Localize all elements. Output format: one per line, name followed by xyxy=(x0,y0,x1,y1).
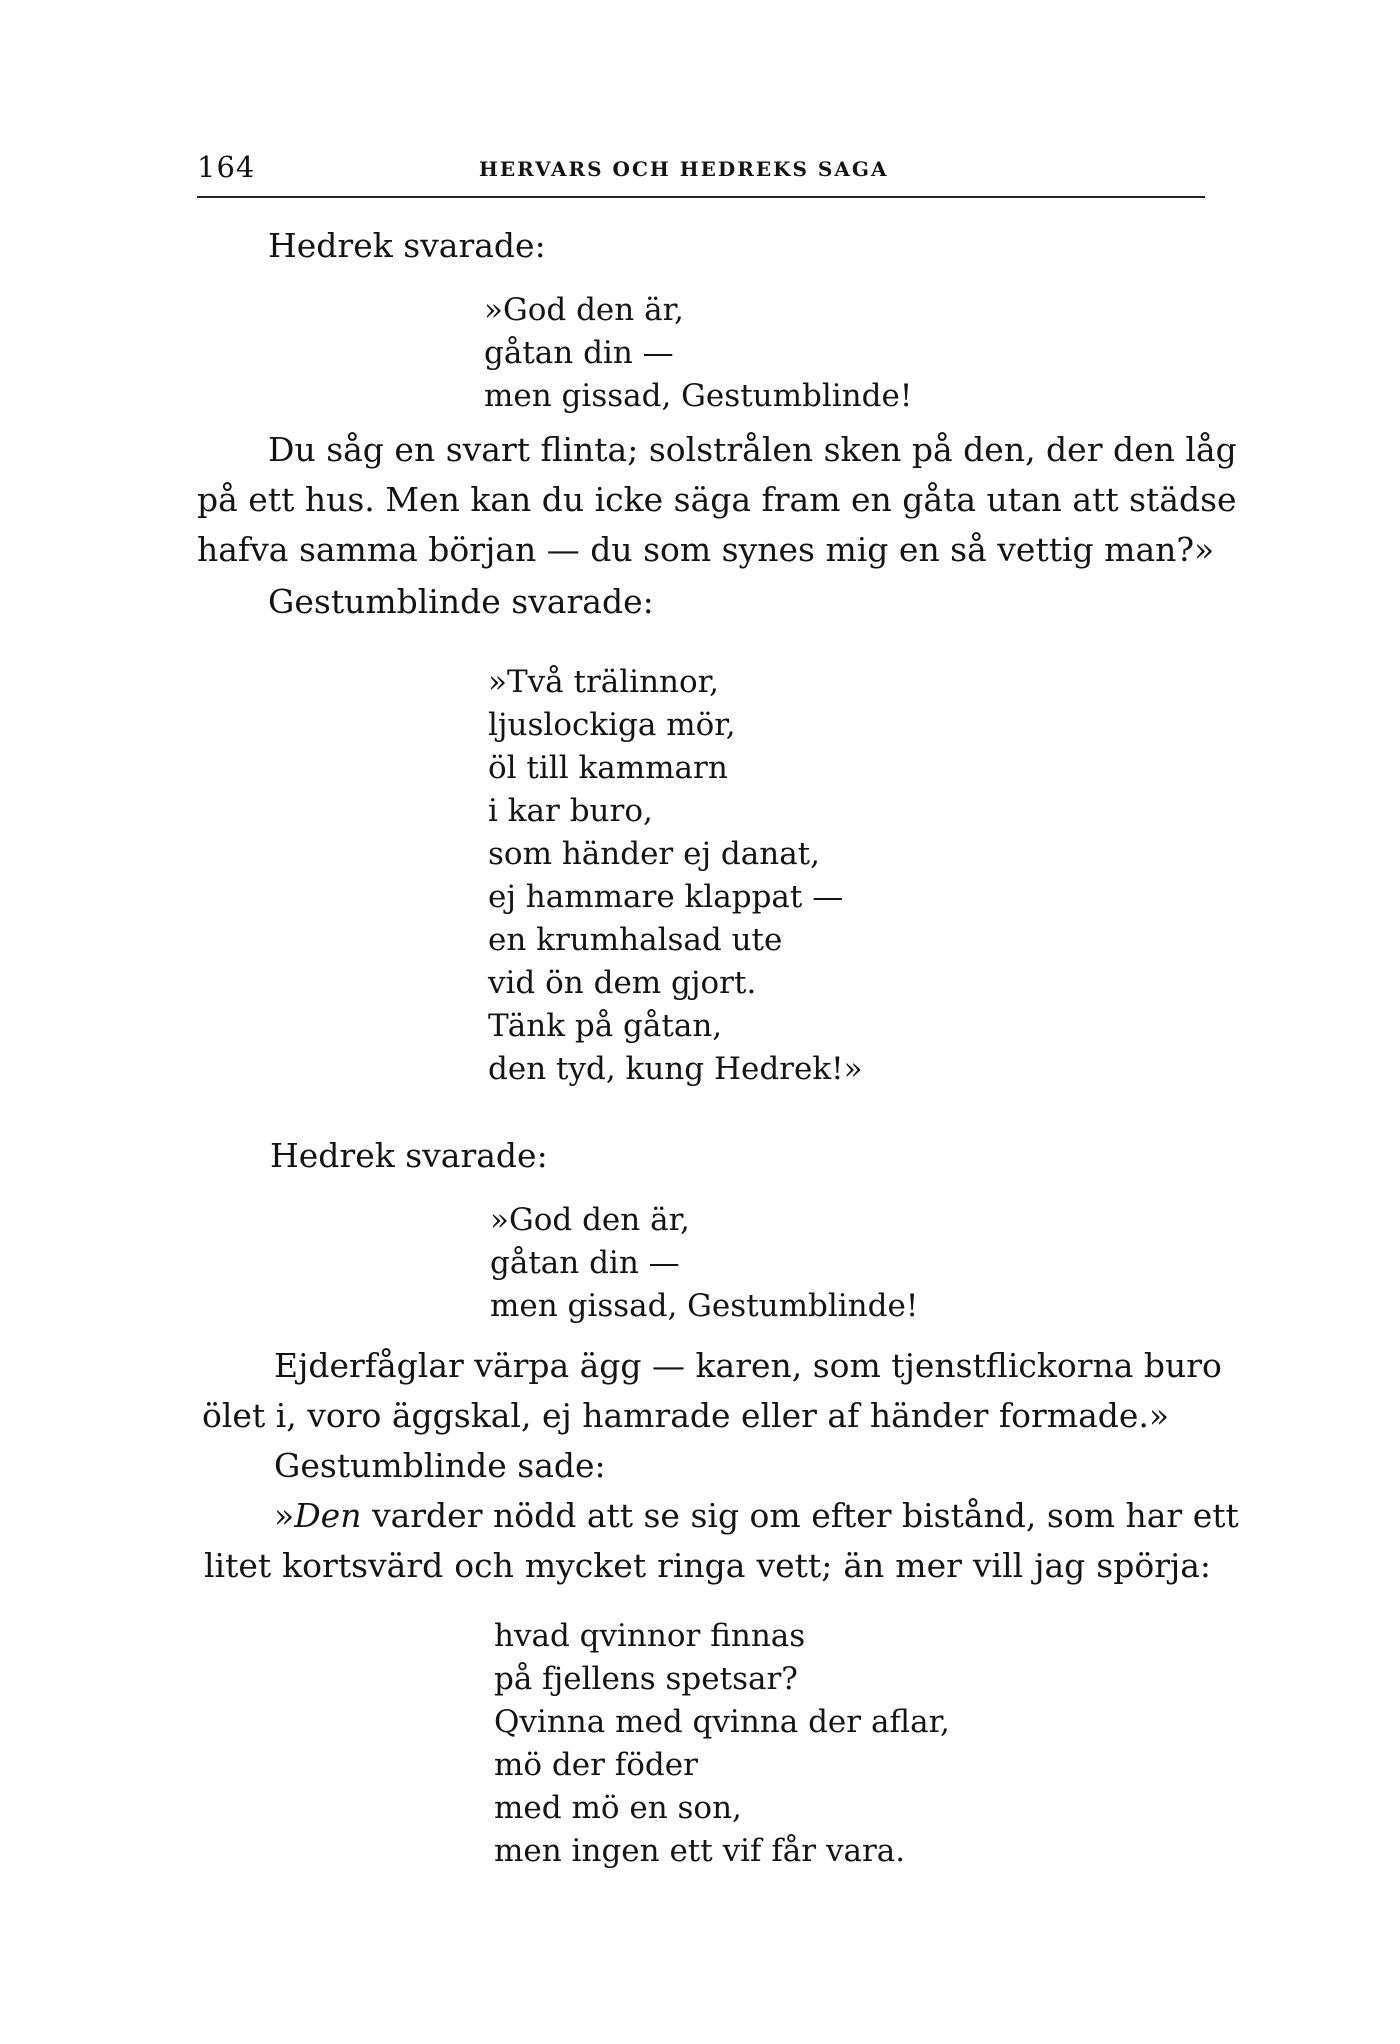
verse-line: men gissad, Gestumblinde! xyxy=(484,378,913,414)
header-rule xyxy=(197,196,1205,198)
running-title: HERVARS OCH HEDREKS SAGA xyxy=(479,157,889,181)
verse-line: gåtan din — xyxy=(490,1245,680,1281)
verse-line: mö der föder xyxy=(494,1747,698,1783)
verse-block-2 xyxy=(488,662,863,1092)
speaker-line: Hedrek svarade: xyxy=(268,226,546,265)
verse-line: Tänk på gåtan, xyxy=(488,1008,723,1044)
emphasis-word: Den xyxy=(294,1496,362,1535)
verse-line: med mö en son, xyxy=(494,1790,742,1826)
verse-line: på fjellens spetsar? xyxy=(494,1661,798,1697)
verse-line: en krumhalsad ute xyxy=(488,922,783,958)
verse-line: men ingen ett vif får vara. xyxy=(494,1833,906,1869)
verse-line: öl till kammarn xyxy=(488,750,728,786)
verse-line: »Två trälinnor, xyxy=(488,664,719,700)
page-number: 164 xyxy=(197,150,256,184)
prose-line: på ett hus. Men kan du icke säga fram en gåta utan att städse xyxy=(197,480,1237,519)
verse-line: ej hammare klappat — xyxy=(488,879,844,915)
prose-line: ölet i, voro äggskal, ej hamrade eller af händer formade.» xyxy=(202,1396,1170,1435)
verse-line: i kar buro, xyxy=(488,793,653,829)
page-header xyxy=(197,150,1205,196)
verse-line: den tyd, kung Hedrek!» xyxy=(488,1051,863,1087)
verse-block-4 xyxy=(494,1616,950,1874)
verse-block-1 xyxy=(484,290,912,419)
verse-line: men gissad, Gestumblinde! xyxy=(490,1288,919,1324)
verse-line: Qvinna med qvinna der aflar, xyxy=(494,1704,950,1740)
verse-line: gåtan din — xyxy=(484,335,674,371)
open-quote: » xyxy=(274,1496,295,1535)
prose-line: hafva samma början — du som synes mig en så vettig man?» xyxy=(197,530,1215,569)
verse-line: »God den är, xyxy=(484,292,684,328)
verse-line: som händer ej danat, xyxy=(488,836,820,872)
prose-line: Du såg en svart flinta; solstrålen sken på den, der den låg xyxy=(268,430,1237,469)
verse-line: vid ön dem gjort. xyxy=(488,965,757,1001)
prose-line: Ejderfåglar värpa ägg — karen, som tjenstflickorna buro xyxy=(274,1346,1222,1385)
speaker-line: Gestumblinde sade: xyxy=(274,1446,606,1485)
verse-line: ljuslockiga mör, xyxy=(488,707,736,743)
speaker-line: Hedrek svarade: xyxy=(270,1136,548,1175)
prose-line: litet kortsvärd och mycket ringa vett; än mer vill jag spörja: xyxy=(204,1546,1211,1585)
verse-line: »God den är, xyxy=(490,1202,690,1238)
prose-text: varder nödd att se sig om efter bistånd, som har ett xyxy=(361,1496,1239,1535)
verse-line: hvad qvinnor finnas xyxy=(494,1618,806,1654)
prose-line-with-emphasis xyxy=(274,1496,1239,1536)
speaker-line: Gestumblinde svarade: xyxy=(268,582,654,621)
verse-block-3 xyxy=(490,1200,918,1329)
